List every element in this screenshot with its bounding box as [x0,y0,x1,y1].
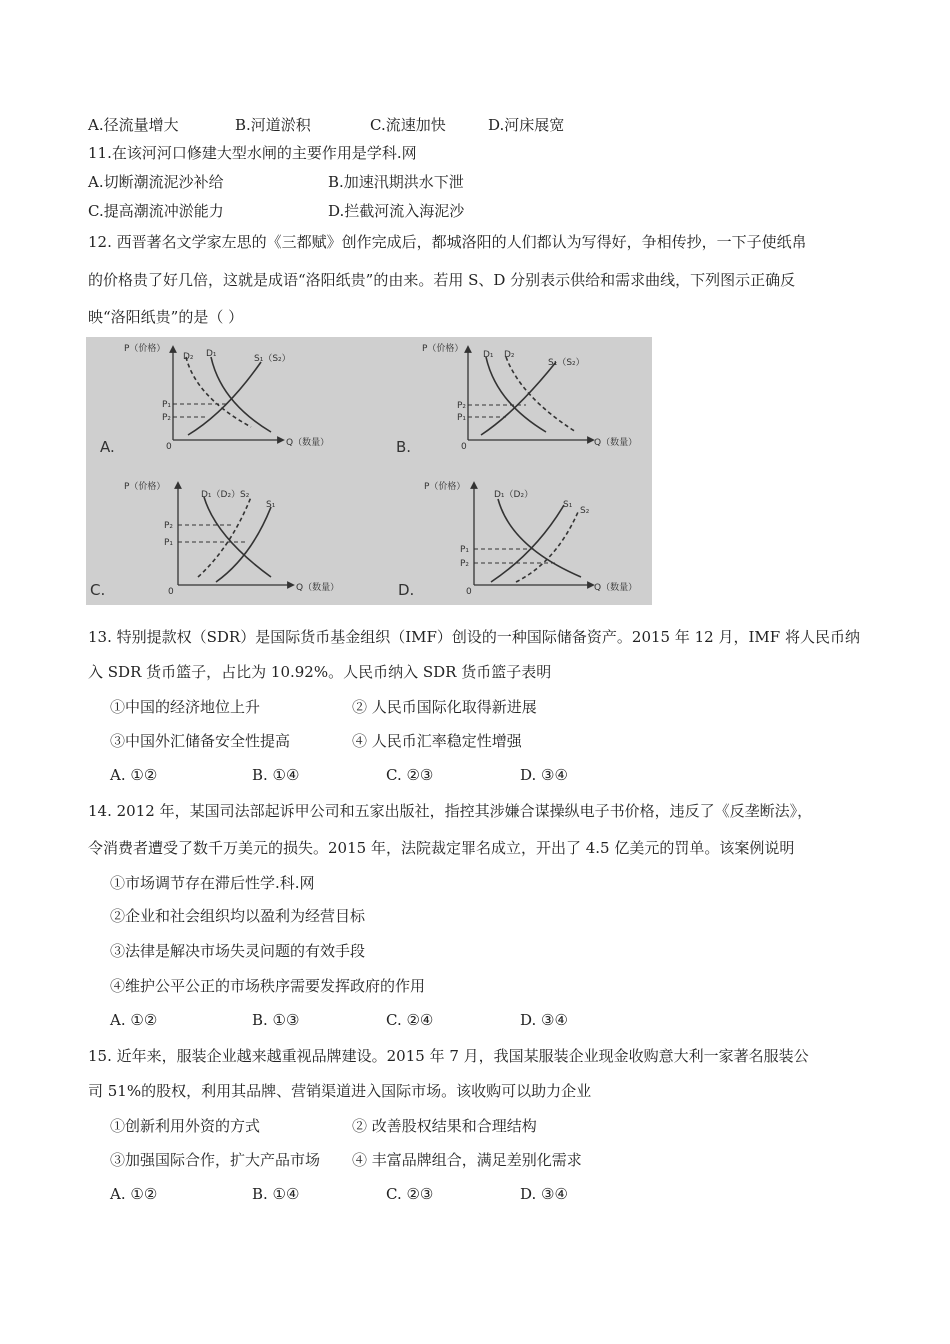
q14-item-3: ③法律是解决市场失灵问题的有效手段 [110,942,366,960]
graph-b-demand-d2-curve [506,357,576,432]
q15-option-a: A. ①② [110,1185,158,1203]
graph-c-y-label: P（价格） [124,482,166,492]
q14-item-4: ④维护公平公正的市场秩序需要发挥政府的作用 [110,977,426,995]
q12-stem-line1: 12. 西晋著名文学家左思的《三都赋》创作完成后，都城洛阳的人们都认为写得好，争相传抄，一下子使纸帛 [88,233,807,251]
q14-option-d: D. ③④ [520,1011,568,1029]
graph-c-s-left-label: S₂ [240,490,250,500]
q15-option-d: D. ③④ [520,1185,568,1203]
q12-stem-line2: 的价格贵了好几倍，这就是成语“洛阳纸贵”的由来。若用 S、D 分别表示供给和需求曲线，下列图示正确反 [88,271,796,289]
q13-stem-line2: 入 SDR 货币篮子，占比为 10.92%。人民币纳入 SDR 货币篮子表明 [88,663,552,681]
graph-a-p-top: P₁ [162,400,172,410]
graph-b-p-top: P₂ [457,401,467,411]
q14-item-1: ①市场调节存在滞后性学.科.网 [110,874,315,892]
graph-c-p-top: P₂ [164,521,174,531]
graph-c [90,480,339,599]
q13-stem-line1: 13. 特别提款权（SDR）是国际货币基金组织（IMF）创设的一种国际储备资产。2015 年 12 月，IMF 将人民币纳 [88,628,860,646]
q10-option-b: B.河道淤积 [235,116,311,134]
graph-a-supply-curve [188,362,261,435]
q14-option-a: A. ①② [110,1011,158,1029]
q13-option-d: D. ③④ [520,766,568,784]
q11-option-b: B.加速汛期洪水下泄 [328,173,464,191]
graph-b-s-label: S₁（S₂） [548,358,585,368]
q11-option-d: D.拦截河流入海泥沙 [328,202,465,220]
graph-a-s-label: S₁（S₂） [254,354,291,364]
supply-demand-graphs-photo [86,337,652,605]
graph-b-origin: 0 [461,442,467,452]
graph-d-x-label: Q（数量） [594,583,638,593]
graph-c-supply-s2-curve [198,497,251,577]
graph-d-d-label: D₁（D₂） [494,490,534,500]
graph-b [396,342,637,456]
graph-d-s-right-label: S₂ [580,506,590,516]
q15-stem-line2: 司 51%的股权，利用其品牌、营销渠道进入国际市场。该收购可以助力企业 [88,1082,592,1100]
graph-a-x-label: Q（数量） [286,438,330,448]
graph-b-d-right-label: D₂ [504,350,515,360]
graph-d-origin: 0 [466,587,472,597]
graph-a-letter: A. [100,438,115,456]
q13-option-b: B. ①④ [252,766,300,784]
q15-item-2: ② 改善股权结果和合理结构 [352,1117,537,1135]
q15-option-b: B. ①④ [252,1185,300,1203]
graph-d-p-bottom: P₂ [460,559,470,569]
graph-b-letter: B. [396,438,412,456]
q10-option-c: C.流速加快 [370,116,446,134]
graph-d [398,480,637,599]
graph-a-origin: 0 [166,442,172,452]
graph-c-p-bottom: P₁ [164,538,174,548]
graph-b-y-label: P（价格） [422,344,464,354]
q14-stem-line1: 14. 2012 年，某国司法部起诉甲公司和五家出版社，指控其涉嫌合谋操纵电子书价格，违反了《反垄断法》， [88,802,813,820]
graph-c-d-label: D₁（D₂） [201,490,241,500]
graph-c-x-label: Q（数量） [296,583,340,593]
graph-b-d-left-label: D₁ [483,350,494,360]
graph-a-d-left-label: D₂ [183,352,194,362]
graph-d-s-left-label: S₁ [563,500,573,510]
graph-b-supply-curve [481,362,556,435]
graph-b-demand-d1-curve [486,357,546,432]
q15-option-c: C. ②③ [386,1185,434,1203]
q13-item-3: ③中国外汇储备安全性提高 [110,732,291,750]
q13-option-a: A. ①② [110,766,158,784]
q15-item-3: ③加强国际合作，扩大产品市场 [110,1151,321,1169]
q10-option-a: A.径流量增大 [88,116,179,134]
q14-option-c: C. ②④ [386,1011,434,1029]
q14-item-2: ②企业和社会组织均以盈利为经营目标 [110,907,366,925]
q14-option-b: B. ①③ [252,1011,300,1029]
q10-option-d: D.河床展宽 [488,116,565,134]
graph-a-p-bottom: P₂ [162,413,172,423]
q11-option-c: C.提高潮流冲淤能力 [88,202,224,220]
q15-item-4: ④ 丰富品牌组合，满足差别化需求 [352,1151,582,1169]
q15-stem-line1: 15. 近年来，服装企业越来越重视品牌建设。2015 年 7 月，我国某服装企业现金收购意大利一家著名服装公 [88,1047,809,1065]
graph-a [100,342,329,456]
graph-c-letter: C. [90,581,106,599]
graph-d-p-top: P₁ [460,545,470,555]
graph-a-y-label: P（价格） [124,344,166,354]
graph-c-demand-curve [204,497,271,577]
graph-d-letter: D. [398,581,415,599]
q15-item-1: ①创新利用外资的方式 [110,1117,261,1135]
q13-item-1: ①中国的经济地位上升 [110,698,261,716]
q13-item-2: ② 人民币国际化取得新进展 [352,698,537,716]
graph-b-x-label: Q（数量） [594,438,638,448]
graph-d-y-label: P（价格） [424,482,466,492]
q14-stem-line2: 令消费者遭受了数千万美元的损失。2015 年，法院裁定罪名成立，开出了 4.5 亿美元的罚单。该案例说明 [88,839,795,857]
q12-stem-line3: 映“洛阳纸贵”的是（ ） [88,308,244,326]
graph-c-origin: 0 [168,587,174,597]
q13-option-c: C. ②③ [386,766,434,784]
graph-c-s-right-label: S₁ [266,500,276,510]
q13-item-4: ④ 人民币汇率稳定性增强 [352,732,522,750]
graph-a-d-right-label: D₁ [206,349,217,359]
graph-b-p-bottom: P₁ [457,413,467,423]
q11-option-a: A.切断潮流泥沙补给 [88,173,224,191]
q11-stem: 11.在该河河口修建大型水闸的主要作用是学科.网 [88,144,417,162]
